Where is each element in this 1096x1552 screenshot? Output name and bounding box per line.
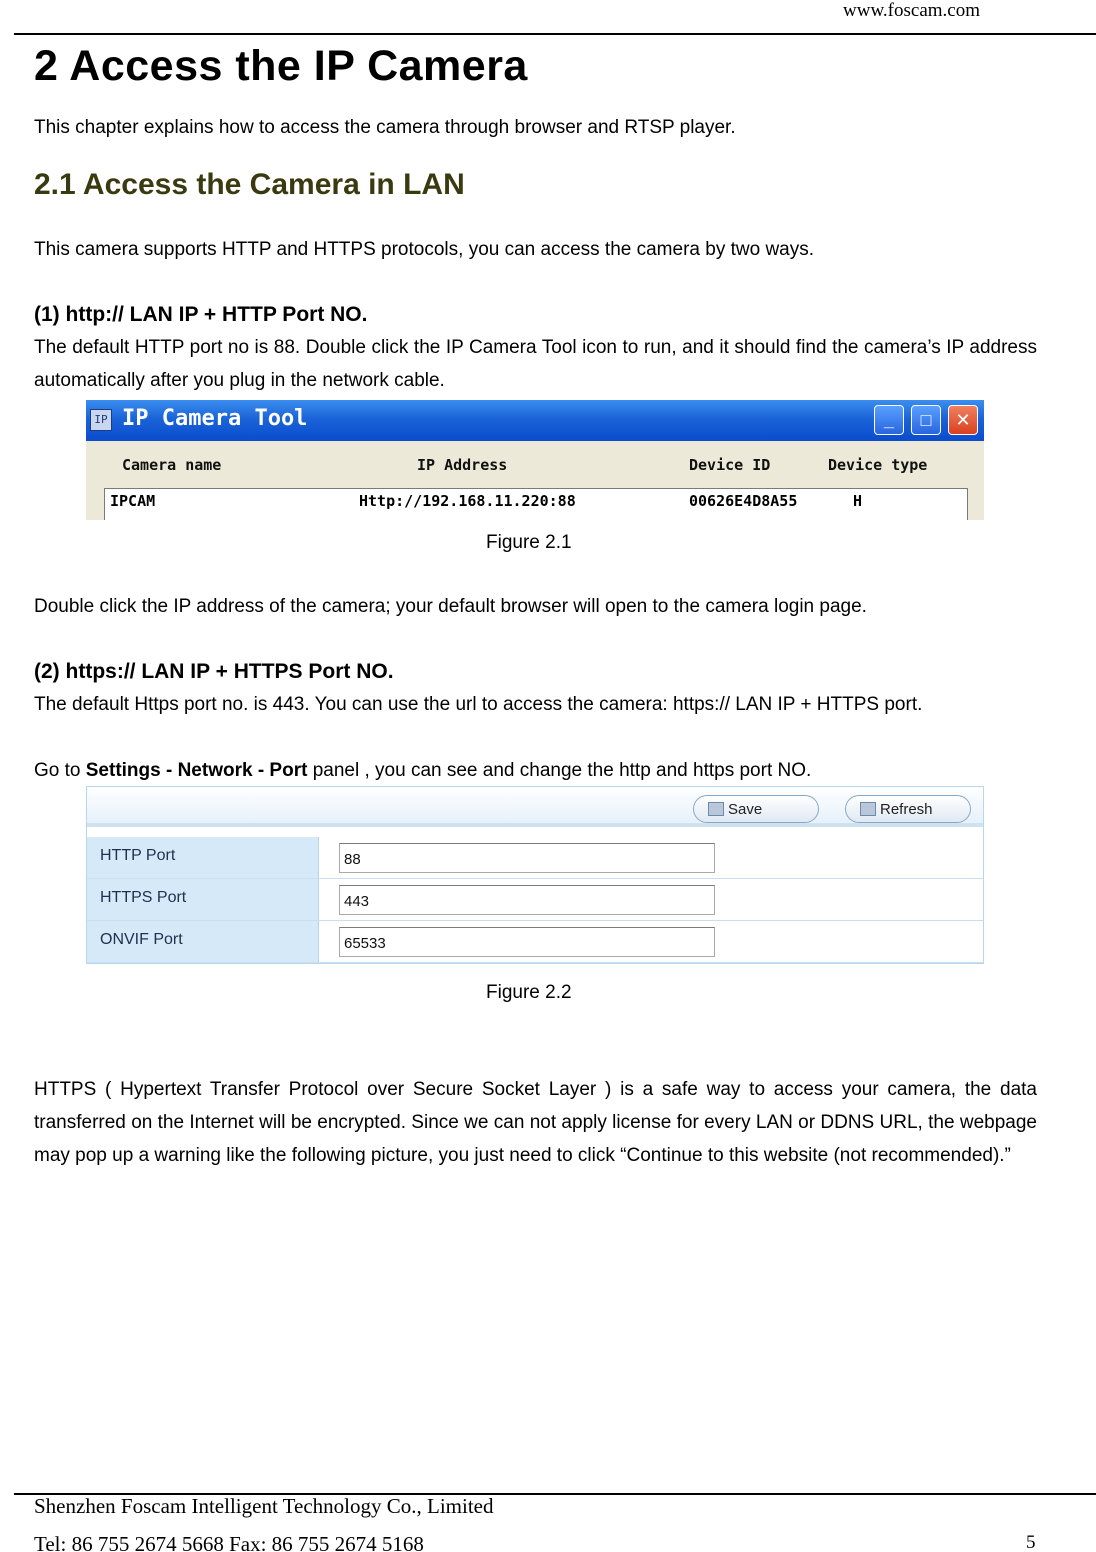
cell-device-type[interactable]: H	[853, 492, 863, 510]
window-titlebar	[86, 400, 984, 441]
page-number: 5	[1026, 1532, 1036, 1552]
save-button[interactable]	[693, 795, 819, 823]
close-button[interactable]	[948, 405, 978, 435]
row-label-cell	[87, 837, 319, 878]
refresh-icon	[860, 802, 876, 816]
https-port-input[interactable]: 443	[339, 885, 715, 915]
window-title: IP Camera Tool	[122, 406, 308, 431]
maximize-button[interactable]	[911, 405, 941, 435]
footer-contact: Tel: 86 755 2674 5668 Fax: 86 755 2674 5168	[34, 1532, 424, 1552]
figure-caption-2-1: Figure 2.1	[486, 532, 572, 553]
http-port-input[interactable]: 88	[339, 843, 715, 873]
row-label-cell	[87, 921, 319, 962]
app-icon: IP	[90, 409, 112, 431]
refresh-label: Refresh	[880, 801, 933, 818]
column-header-ip-address[interactable]: IP Address	[417, 456, 508, 474]
method1-heading: (1) http:// LAN IP + HTTP Port NO.	[34, 303, 368, 326]
cell-camera-name[interactable]: IPCAM	[110, 492, 156, 510]
port-row-http	[87, 837, 983, 879]
go-to-path: Settings - Network - Port	[85, 760, 308, 781]
close-icon: ✕	[955, 410, 971, 430]
refresh-button[interactable]	[845, 795, 971, 823]
port-row-https	[87, 879, 983, 921]
chapter-title: 2 Access the IP Camera	[34, 42, 528, 90]
https-note: HTTPS ( Hypertext Transfer Protocol over Secure Socket Layer ) is a safe way to access your camera, the data transferred on the Internet will be encrypted. Since we can not apply license for every LAN or DDNS URL, the webpage may pop up a warning like the following picture, you just need to click “Continue to this website (not recommended).”	[34, 1079, 1037, 1166]
header-rule	[14, 33, 1096, 35]
row-label-cell	[87, 879, 319, 920]
cell-ip-address[interactable]: Http://192.168.11.220:88	[359, 492, 576, 510]
port-settings-panel	[86, 786, 984, 964]
port-row-onvif	[87, 921, 983, 963]
site-url: www.foscam.com	[843, 0, 981, 21]
onvif-port-label: ONVIF Port	[100, 931, 183, 948]
cell-device-id[interactable]: 00626E4D8A55	[689, 492, 798, 510]
method1-after-figure: Double click the IP address of the camera; your default browser will open to the camera login page.	[34, 596, 867, 617]
method1-body: The default HTTP port no is 88. Double click the IP Camera Tool icon to run, and it should find the camera’s IP address automatically after you plug in the network cable.	[34, 337, 1037, 391]
method2-body: The default Https port no. is 443. You can use the url to access the camera: https:// LAN IP + HTTPS port.	[34, 694, 923, 715]
minimize-icon: _	[883, 410, 894, 430]
chapter-intro: This chapter explains how to access the camera through browser and RTSP player.	[34, 117, 736, 138]
http-port-label: HTTP Port	[100, 847, 176, 864]
column-header-camera-name[interactable]: Camera name	[122, 456, 222, 474]
save-icon	[708, 802, 724, 816]
method2-heading: (2) https:// LAN IP + HTTPS Port NO.	[34, 660, 394, 683]
panel-toolbar	[87, 787, 983, 827]
section-intro: This camera supports HTTP and HTTPS protocols, you can access the camera by two ways.	[34, 239, 815, 260]
save-label: Save	[728, 801, 763, 818]
figure-caption-2-2: Figure 2.2	[486, 982, 572, 1003]
go-to-suffix: panel , you can see and change the http and https port NO.	[307, 760, 812, 781]
column-header-device-id[interactable]: Device ID	[689, 456, 771, 474]
ip-camera-tool-window	[86, 400, 984, 520]
section-title: 2.1 Access the Camera in LAN	[34, 168, 465, 201]
column-header-device-type[interactable]: Device type	[828, 456, 928, 474]
onvif-port-input[interactable]: 65533	[339, 927, 715, 957]
method2-go-to	[34, 754, 811, 787]
minimize-button[interactable]	[874, 405, 904, 435]
footer-company: Shenzhen Foscam Intelligent Technology Co., Limited	[34, 1494, 494, 1518]
go-to-prefix: Go to	[34, 760, 86, 781]
https-port-label: HTTPS Port	[100, 889, 187, 906]
maximize-icon: □	[920, 410, 932, 430]
